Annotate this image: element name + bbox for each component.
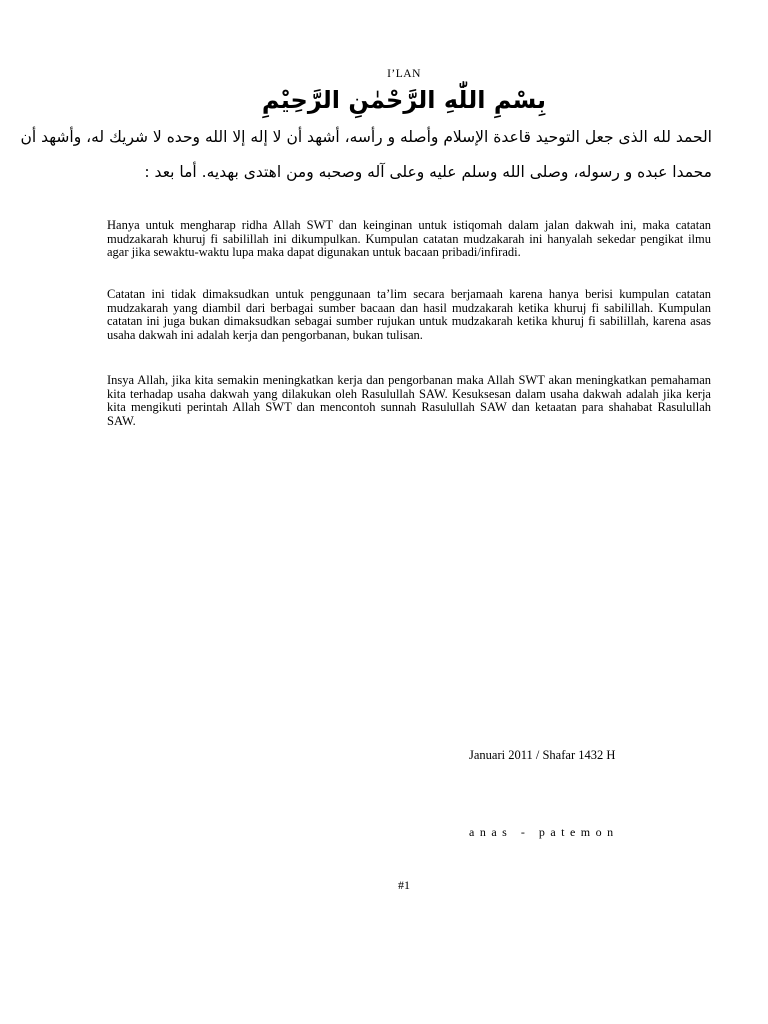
page-number: #1: [398, 878, 410, 892]
date-line: Januari 2011 / Shafar 1432 H: [469, 748, 616, 762]
page-title: I’LAN: [387, 68, 421, 80]
arabic-opening-line-1: الحمد لله الذى جعل التوحيد قاعدة الإسلام وأصله و رأسه، أشهد أن لا إله إلا الله وحده لا شريك له، وأشهد أن: [20, 128, 712, 146]
body-paragraph-2: Catatan ini tidak dimaksudkan untuk penggunaan ta’lim secara berjamaah karena hanya berisi kumpulan catatan mudzakarah yang diambil dari berbagai sumber bacaan dan hasil mudzakarah ketika khuruj fi sabilillah. Kumpulan catatan ini juga bukan dimaksudkan sebagai sumber rujukan untuk mudzakarah ketika khuruj fi sabilillah, karena asas usaha dakwah ini adalah kerja dan pengorbanan, bukan tulisan.: [107, 287, 711, 342]
body-paragraph-1: Hanya untuk mengharap ridha Allah SWT dan keinginan untuk istiqomah dalam jalan dakwah ini, maka catatan mudzakarah khuruj fi sabilillah ini dikumpulkan. Kumpulan catatan mudzakarah ini hanyalah sekedar pengikat ilmu agar jika sewaktu-waktu lupa maka dapat digunakan untuk bacaan pribadi/infiradi.: [107, 218, 711, 259]
arabic-opening-line-2: محمدا عبده و رسوله، وصلى الله وسلم عليه وعلى آله وصحبه ومن اهتدى بهديه. أما بعد :: [144, 163, 712, 181]
author-signature: anas - patemon: [469, 825, 619, 839]
basmala-calligraphy: بِسْمِ اللّٰهِ الرَّحْمٰنِ الرَّحِيْمِ: [261, 86, 547, 114]
body-paragraph-3: Insya Allah, jika kita semakin meningkatkan kerja dan pengorbanan maka Allah SWT akan meningkatkan pemahaman kita terhadap usaha dakwah yang dilakukan oleh Rasulullah SAW. Kesuksesan dalam usaha dakwah adalah jika kerja kita mengikuti perintah Allah SWT dan mencontoh sunnah Rasulullah SAW dan ketaatan para shahabat Rasulullah SAW.: [107, 373, 711, 428]
